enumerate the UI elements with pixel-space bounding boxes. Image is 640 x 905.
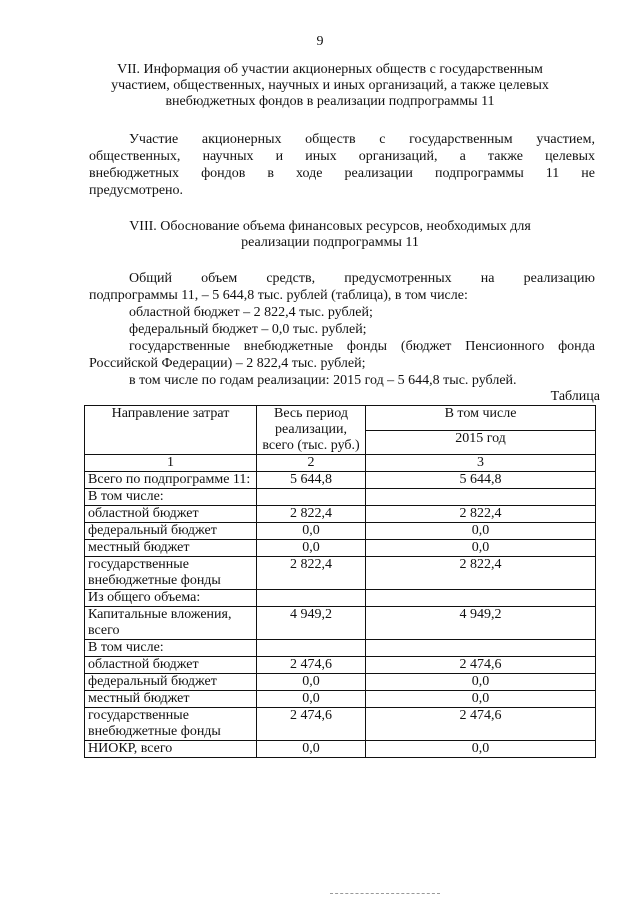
row-label: государственные внебюджетные фонды	[85, 708, 257, 741]
section-8-heading	[60, 219, 600, 251]
header-direction: Направление затрат	[85, 406, 257, 455]
row-total: 5 644,8	[257, 472, 366, 489]
heading-line: внебюджетных фондов в реализации подпрограммы 11	[165, 94, 495, 109]
header-total-period: Весь период реализации, всего (тыс. руб.)	[257, 406, 366, 455]
paragraph-line: общественных, научных и иных организаций, а также целевых	[89, 149, 595, 164]
column-number: 1	[85, 455, 257, 472]
row-year-2015: 5 644,8	[366, 472, 596, 489]
table-row	[85, 590, 596, 607]
row-label: федеральный бюджет	[85, 674, 257, 691]
column-number: 3	[366, 455, 596, 472]
table-row	[85, 506, 596, 523]
row-total: 4 949,2	[257, 607, 366, 640]
paragraph-line: государственные внебюджетные фонды (бюджет Пенсионного фонда	[129, 339, 595, 354]
row-total: 2 822,4	[257, 506, 366, 523]
paragraph-line: областной бюджет – 2 822,4 тыс. рублей;	[129, 305, 373, 320]
row-label: местный бюджет	[85, 691, 257, 708]
row-total	[257, 489, 366, 506]
paragraph-line: подпрограммы 11, – 5 644,8 тыс. рублей (таблица), в том числе:	[89, 288, 468, 303]
row-total: 0,0	[257, 691, 366, 708]
paragraph-line: в том числе по годам реализации: 2015 год – 5 644,8 тыс. рублей.	[129, 373, 517, 388]
table-row	[85, 657, 596, 674]
table-caption: Таблица	[550, 389, 600, 404]
row-total	[257, 640, 366, 657]
row-label: Капитальные вложения, всего	[85, 607, 257, 640]
paragraph-line: федеральный бюджет – 0,0 тыс. рублей;	[129, 322, 367, 337]
row-year-2015	[366, 590, 596, 607]
row-label: В том числе:	[85, 489, 257, 506]
row-label: государственные внебюджетные фонды	[85, 557, 257, 590]
page-number: 9	[316, 34, 324, 49]
table-row	[85, 540, 596, 557]
table-row	[85, 640, 596, 657]
footer-rule	[330, 893, 440, 894]
row-year-2015: 0,0	[366, 674, 596, 691]
row-year-2015	[366, 640, 596, 657]
row-total: 0,0	[257, 741, 366, 758]
row-total: 0,0	[257, 674, 366, 691]
financing-table	[84, 405, 596, 758]
row-label: местный бюджет	[85, 540, 257, 557]
row-label: Из общего объема:	[85, 590, 257, 607]
row-total: 2 822,4	[257, 557, 366, 590]
table-row	[85, 472, 596, 489]
row-label: областной бюджет	[85, 657, 257, 674]
row-total: 0,0	[257, 540, 366, 557]
row-year-2015: 0,0	[366, 523, 596, 540]
row-year-2015: 2 474,6	[366, 657, 596, 674]
header-year: 2015 год	[366, 430, 596, 455]
table-row	[85, 741, 596, 758]
row-total: 0,0	[257, 523, 366, 540]
section-7-heading	[60, 62, 600, 110]
header-including: В том числе	[366, 406, 596, 431]
table-row	[85, 607, 596, 640]
row-year-2015: 0,0	[366, 741, 596, 758]
row-year-2015: 2 474,6	[366, 708, 596, 741]
row-label: В том числе:	[85, 640, 257, 657]
table-row	[85, 489, 596, 506]
heading-line: VII. Информация об участии акционерных обществ с государственным	[117, 62, 543, 77]
paragraph-line: внебюджетных фондов в ходе реализации подпрограммы 11 не	[89, 166, 595, 181]
heading-line: реализации подпрограммы 11	[241, 235, 419, 250]
section-7-paragraph	[89, 131, 595, 199]
row-label: областной бюджет	[85, 506, 257, 523]
table-row	[85, 674, 596, 691]
table-row	[85, 691, 596, 708]
row-label: НИОКР, всего	[85, 741, 257, 758]
row-label: федеральный бюджет	[85, 523, 257, 540]
paragraph-line: Общий объем средств, предусмотренных на реализацию	[129, 271, 595, 286]
row-total	[257, 590, 366, 607]
heading-line: участием, общественных, научных и иных организаций, а также целевых	[111, 78, 549, 93]
row-year-2015: 0,0	[366, 540, 596, 557]
column-number: 2	[257, 455, 366, 472]
row-year-2015: 2 822,4	[366, 557, 596, 590]
paragraph-line: Российской Федерации) – 2 822,4 тыс. рублей;	[89, 356, 366, 371]
heading-line: VIII. Обоснование объема финансовых ресурсов, необходимых для	[129, 219, 531, 234]
row-total: 2 474,6	[257, 708, 366, 741]
paragraph-line: Участие акционерных обществ с государственным участием,	[129, 132, 595, 147]
table-row	[85, 708, 596, 741]
section-8-paragraph	[89, 270, 595, 389]
row-label: Всего по подпрограмме 11:	[85, 472, 257, 489]
paragraph-line: предусмотрено.	[89, 183, 184, 198]
row-year-2015: 0,0	[366, 691, 596, 708]
row-year-2015	[366, 489, 596, 506]
row-total: 2 474,6	[257, 657, 366, 674]
row-year-2015: 2 822,4	[366, 506, 596, 523]
table-row	[85, 523, 596, 540]
row-year-2015: 4 949,2	[366, 607, 596, 640]
table-body	[85, 472, 596, 758]
table-row	[85, 557, 596, 590]
